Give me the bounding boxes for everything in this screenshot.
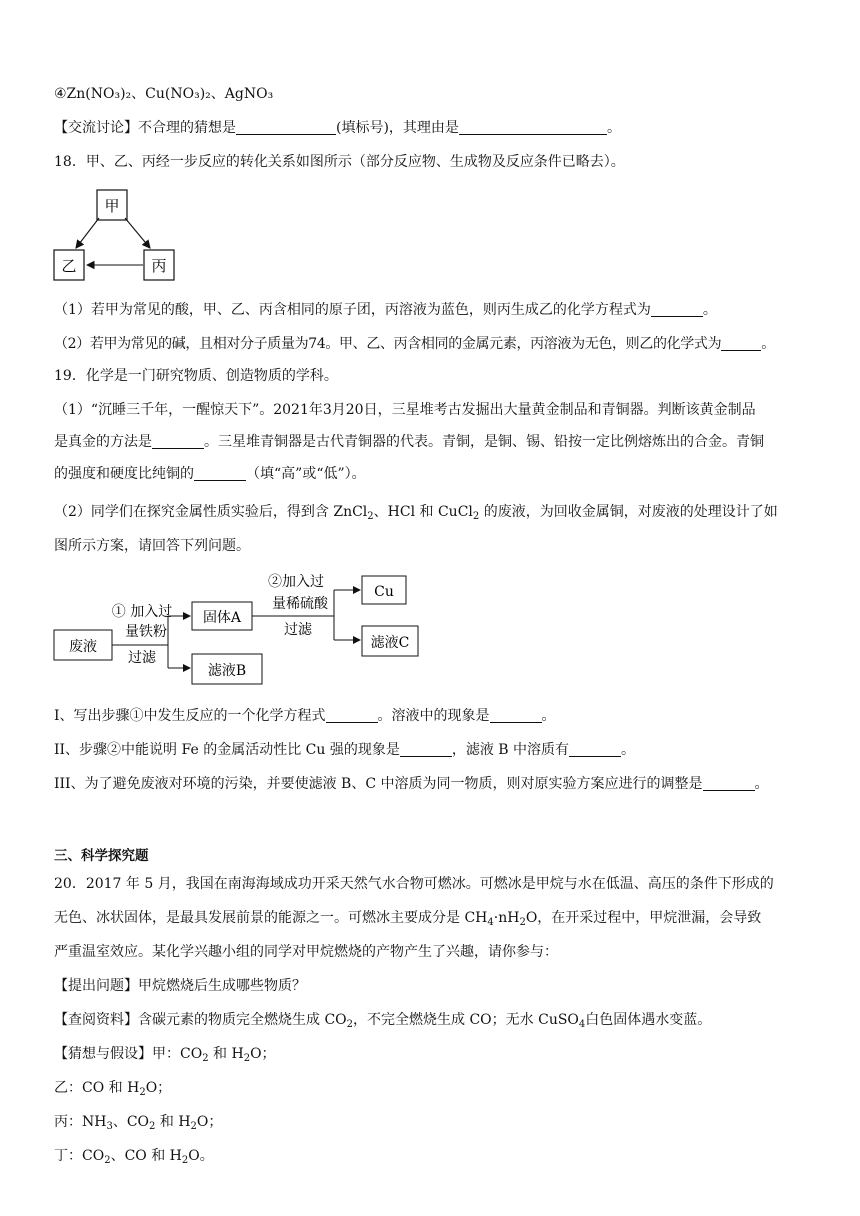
recovery-flow-diagram	[50, 566, 420, 696]
answer-blank[interactable]	[490, 707, 542, 723]
question-19-part-1-line-3: 的强度和硬度比纯铜的 （填“高”或“低”）。	[54, 466, 366, 482]
step1-label-b: 量铁粉	[125, 624, 167, 640]
question-18-stem: 18．甲、乙、丙经一步反应的转化关系如图所示（部分反应物、生成物及反应条件已略去）。	[54, 154, 625, 170]
box-bing-label: 丙	[151, 257, 167, 275]
answer-blank[interactable]	[459, 119, 607, 135]
box-filtrate-c-label: 滤液C	[370, 635, 410, 651]
hypothesis-d: 丁：$CO_2$、CO 和 $H_2O$。	[54, 1148, 214, 1166]
question-19-stem: 19．化学是一门研究物质、创造物质的学科。	[54, 368, 338, 384]
answer-blank[interactable]	[703, 775, 755, 791]
guess-4	[54, 84, 808, 104]
conversion-diagram	[52, 188, 182, 288]
guess-4-text: ④Zn(NO₃)₂、Cu(NO₃)₂、AgNO₃	[54, 86, 274, 102]
question-19-part-1-line-1: （1）“沉睡三千年，一醒惊天下”。2021年3月20日，三星堆考古发掘出大量黄金制品和青铜器。判断该黄金制品	[54, 402, 756, 418]
answer-blank[interactable]	[326, 707, 378, 723]
hypothesis-a: 【猜想与假设】甲：$CO_2$ 和 $H_2O$；	[54, 1046, 276, 1064]
answer-blank[interactable]	[194, 465, 246, 481]
box-waste-liquid-label: 废液	[69, 639, 97, 655]
question-19-part-2-line-2: 图所示方案，请回答下列问题。	[54, 538, 250, 554]
section-heading: 三、科学探究题	[54, 848, 149, 864]
hypothesis-b: 乙：CO 和 $H_2O$；	[54, 1080, 172, 1098]
step2-label-a: ②加入过	[268, 574, 324, 590]
answer-blank[interactable]	[236, 119, 336, 135]
step1-label-a: ① 加入过	[111, 604, 173, 620]
discussion-line: 【交流讨论】不合理的猜想是 (填标号)，其理由是 。	[54, 120, 621, 136]
question-19-sub-iii: III、为了避免废液对环境的污染，并要使滤液 B、C 中溶质为同一物质，则对原实验方案应进行的调整是 。	[54, 776, 769, 792]
box-cu-label: Cu	[374, 584, 394, 600]
arrow-jia-to-yi	[76, 218, 99, 248]
box-yi-label: 乙	[61, 257, 77, 275]
question-19-sub-i: I、写出步骤①中发生反应的一个化学方程式 。溶液中的现象是 。	[54, 708, 556, 724]
question-20-line-2: 无色、冰状固体，是最具发展前景的能源之一。可燃冰主要成分是 $CH_4\cdot nH_2O$，在开采过程中，甲烷泄漏，会导致	[54, 910, 762, 928]
answer-blank[interactable]	[400, 741, 452, 757]
step2-label-c: 过滤	[284, 622, 312, 638]
arrow-jia-to-bing	[125, 218, 150, 248]
step1-label-c: 过滤	[128, 650, 156, 666]
answer-blank[interactable]	[569, 741, 621, 757]
box-filtrate-b-label: 滤液B	[207, 663, 247, 679]
hypothesis-c: 丙：$NH_3$、$CO_2$ 和 $H_2O$；	[54, 1114, 223, 1132]
question-20-line-3: 严重温室效应。某化学兴趣小组的同学对甲烷燃烧的产物产生了兴趣，请你参与：	[54, 944, 558, 960]
answer-blank[interactable]	[721, 335, 761, 351]
question-18-part-1: （1）若甲为常见的酸，甲、乙、丙含相同的原子团，丙溶液为蓝色，则丙生成乙的化学方程式为 。	[54, 302, 717, 318]
question-19-sub-ii: II、步骤②中能说明 Fe 的金属活动性比 Cu 强的现象是 ，滤液 B 中溶质有 。	[54, 742, 636, 758]
question-18-part-2: （2）若甲为常见的碱，且相对分子质量为74。甲、乙、丙含相同的金属元素，丙溶液为无色，则乙的化学式为 。	[54, 336, 775, 352]
question-19-part-2-line-1: （2）同学们在探究金属性质实验后，得到含 ZnCl$_2$、HCl 和 CuCl$_2$ 的废液，为回收金属铜，对废液的处理设计了如	[54, 504, 778, 522]
question-20-problem: 【提出问题】甲烷燃烧后生成哪些物质？	[54, 978, 306, 994]
box-solid-a-label: 固体A	[202, 610, 242, 626]
question-20-line-1: 20．2017 年 5 月，我国在南海海域成功开采天然气水合物可燃冰。可燃冰是甲烷与水在低温、高压的条件下形成的	[54, 876, 774, 892]
question-19-part-1-line-2: 是真金的方法是 。三星堆青铜器是古代青铜器的代表。青铜，是铜、锡、铅按一定比例熔炼出的合金。青铜	[54, 434, 764, 450]
question-20-info: 【查阅资料】含碳元素的物质完全燃烧生成 $CO_2$，不完全燃烧生成 CO；无水 CuSO$_4$白色固体遇水变蓝。	[54, 1012, 712, 1030]
answer-blank[interactable]	[152, 433, 204, 449]
answer-blank[interactable]	[651, 301, 703, 317]
box-jia-label: 甲	[104, 197, 120, 215]
step2-label-b: 量稀硫酸	[272, 596, 328, 612]
